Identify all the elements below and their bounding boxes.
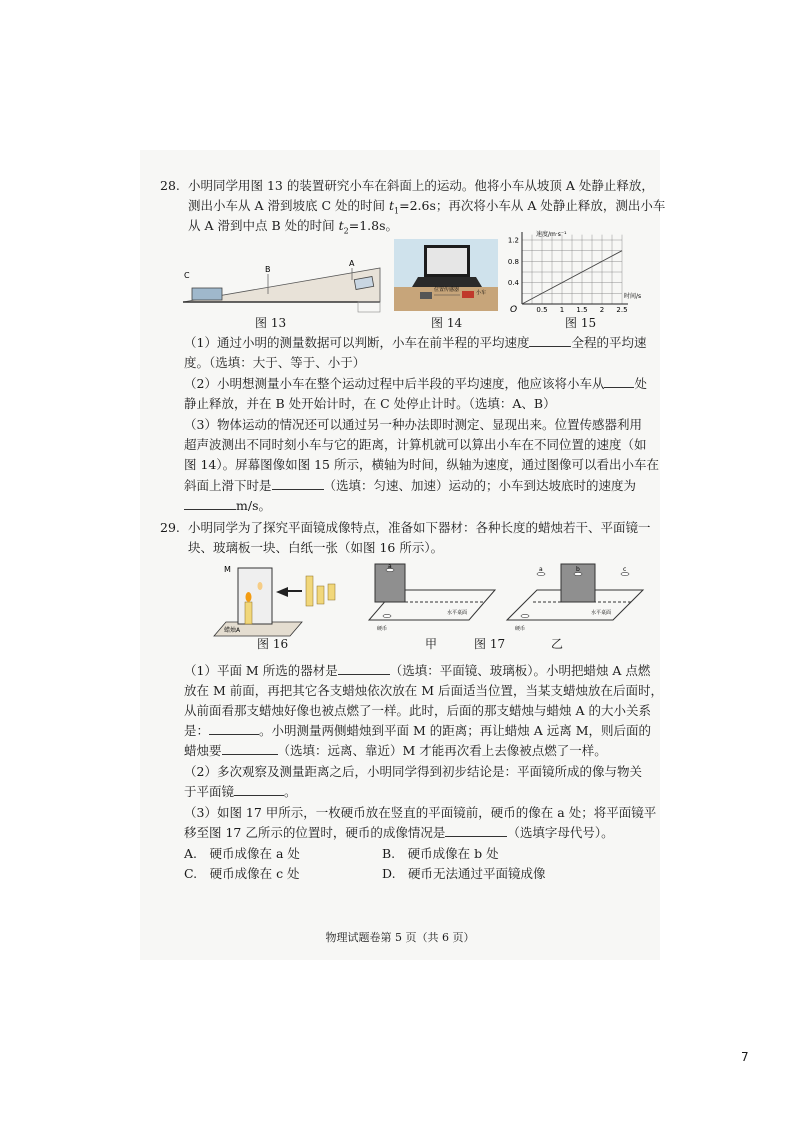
answer-blank[interactable] <box>445 836 507 837</box>
coin-label: 硬币 <box>515 626 526 632</box>
question-number: 29. <box>160 520 180 535</box>
figure-14-photo <box>394 239 498 311</box>
x-axis-label: 时间/s <box>624 293 642 300</box>
coin <box>383 614 391 617</box>
car-label: 小车 <box>476 290 487 296</box>
laptop-display <box>427 248 467 274</box>
sensor-label: 位置传感器 <box>434 287 460 293</box>
q29-part1-line4: 是： 。小明测量两侧蜡烛到平面 M 的距离；再让蜡烛 A 远离 M，则后面的 <box>184 723 652 738</box>
spare-candle-2 <box>317 586 324 604</box>
q28-part2: （2）小明想测量小车在整个运动过程中后半段的平均速度，他应该将小车从 处 <box>184 376 647 391</box>
q29-part1-line3: 从前面看那支蜡烛好像也被点燃了一样。此时，后面的那支蜡烛与蜡烛 A 的大小关系 <box>184 703 651 718</box>
x-tick-1.5: 1.5 <box>576 306 588 314</box>
q28-part3-line2: 超声波测出不同时刻小车与它的距离，计算机就可以算出小车在不同位置的速度（如 <box>184 437 647 452</box>
figure-16-candles <box>210 562 350 644</box>
q28-part2-cont: 静止释放，并在 B 处开始计时，在 C 处停止计时。（选填：A、B） <box>184 396 556 411</box>
q28-part3-line4: 斜面上滑下时是 （选填：匀速、加速）运动的；小车到达坡底时的速度为 <box>184 478 637 493</box>
fig13-caption: 图 13 <box>255 316 287 330</box>
coin <box>521 614 529 617</box>
answer-blank[interactable] <box>222 754 278 755</box>
q28-stem-line2: 测出小车从 A 滑到坡底 C 处的时间 $t_1=2.6s$；再次将小车从 A 处静止释放，测出小车 <box>188 198 666 216</box>
option-a[interactable]: A. 硬币成像在 a 处 <box>184 846 300 861</box>
x-tick-1: 1 <box>559 306 565 314</box>
fig14-caption: 图 14 <box>431 316 463 330</box>
x-tick-2.5: 2.5 <box>616 306 628 314</box>
q29-part1-line2: 放在 M 前面，再把其它各支蜡烛依次放在 M 后面适当位置，当某支蜡烛放在后面时， <box>184 683 663 698</box>
fig16-caption: 图 16 <box>257 637 289 651</box>
table-label: 水平桌面 <box>447 610 468 616</box>
y-tick-1.2: 1.2 <box>507 236 519 245</box>
answer-blank[interactable] <box>234 795 284 796</box>
label-a: A <box>349 259 355 268</box>
page-footer: 物理试题卷第 5 页（共 6 页） <box>325 931 475 944</box>
label-a: a <box>388 563 392 570</box>
origin-label: O <box>510 305 518 315</box>
answer-blank[interactable] <box>529 346 571 347</box>
support-block <box>358 302 380 312</box>
label-c: c <box>623 566 627 573</box>
position-sensor <box>420 292 432 299</box>
spare-candle-3 <box>328 584 335 600</box>
q29-part1: （1）平面 M 所选的器材是 （选填：平面镜、玻璃板）。小明把蜡烛 A 点燃 <box>184 663 651 678</box>
fig17-jia-label: 甲 <box>425 637 438 651</box>
q28-part3-line3: 图 14）。屏幕图像如图 15 所示，横轴为时间，纵轴为速度，通过图像可以看出小车在 <box>184 457 659 472</box>
figure-15-graph <box>502 228 662 316</box>
fig15-caption: 图 15 <box>565 316 597 330</box>
figure-17-jia <box>365 560 500 638</box>
q29-stem-line1: 小明同学为了探究平面镜成像特点，准备如下器材：各种长度的蜡烛若干、平面镜一 <box>188 520 651 535</box>
flame-image <box>258 582 263 590</box>
label-a: a <box>539 566 543 573</box>
table-label: 水平桌面 <box>591 610 612 616</box>
answer-blank[interactable] <box>604 387 634 388</box>
laptop-keyboard <box>412 277 482 287</box>
arrow-icon <box>276 587 288 597</box>
question-29 <box>160 518 650 562</box>
q29-part2-line2: 于平面镜 。 <box>184 784 297 799</box>
coin-label: 硬币 <box>377 626 388 632</box>
candle-a-label: 蜡烛A <box>224 627 241 634</box>
q28-part1-cont: 度。（选填：大于、等于、小于） <box>184 355 366 370</box>
q28-stem-line3: 从 A 滑到中点 B 处的时间 $t_2=1.8s$。 <box>188 218 398 236</box>
figure-17-yi <box>503 560 648 638</box>
option-d[interactable]: D. 硬币无法通过平面镜成像 <box>382 866 546 881</box>
answer-blank[interactable] <box>209 734 259 735</box>
label-m: M <box>224 565 231 574</box>
fig17-yi-label: 乙 <box>551 637 564 651</box>
q28-part3: （3）物体运动的情况还可以通过另一种办法即时测定、显现出来。位置传感器利用 <box>184 417 642 432</box>
label-b: b <box>576 566 580 573</box>
plate-m <box>238 568 272 624</box>
q29-stem-line2: 块、玻璃板一块、白纸一张（如图 16 所示）。 <box>188 540 444 555</box>
candle-flame <box>246 592 252 602</box>
q29-part2: （2）多次观察及测量距离之后，小明同学得到初步结论是：平面镜所成的像与物关 <box>184 764 642 779</box>
figure-13-incline <box>180 258 385 320</box>
q29-part1-line5: 蜡烛要 （选填：远离、靠近）M 才能再次看上去像被点燃了一样。 <box>184 743 607 758</box>
option-c[interactable]: C. 硬币成像在 c 处 <box>184 866 300 881</box>
x-tick-0.5: 0.5 <box>536 306 548 314</box>
option-b[interactable]: B. 硬币成像在 b 处 <box>382 846 499 861</box>
y-axis-label: 速度/m·s⁻¹ <box>536 231 567 238</box>
question-28-parts <box>160 333 659 513</box>
candle-a <box>245 602 252 624</box>
y-tick-0.4: 0.4 <box>507 279 519 288</box>
page-number: 7 <box>741 1050 749 1064</box>
x-tick-2: 2 <box>599 306 605 314</box>
question-29-parts <box>160 661 663 881</box>
answer-blank[interactable] <box>338 674 390 675</box>
arrow-shaft <box>288 590 302 592</box>
answer-blank[interactable] <box>272 489 324 490</box>
label-c: C <box>184 271 190 280</box>
q29-part3-line2: 移至图 17 乙所示的位置时，硬币的成像情况是 （选填字母代号）。 <box>184 825 614 840</box>
q29-part3: （3）如图 17 甲所示，一枚硬币放在竖直的平面镜前，硬币的像在 a 处；将平面镜平 <box>184 805 657 820</box>
y-tick-0.8: 0.8 <box>507 257 519 266</box>
q28-part3-line5: m/s。 <box>184 496 271 516</box>
label-b: B <box>265 265 271 274</box>
graph-grid <box>522 235 622 304</box>
fig17-caption: 图 17 <box>474 637 506 651</box>
toy-car <box>462 291 474 298</box>
answer-blank[interactable] <box>184 509 236 510</box>
question-number: 28. <box>160 178 180 193</box>
stop-block <box>192 288 222 300</box>
q28-part1: （1）通过小明的测量数据可以判断，小车在前半程的平均速度 全程的平均速 <box>184 335 647 350</box>
spare-candle-1 <box>306 576 313 606</box>
q28-stem-line1: 小明同学用图 13 的装置研究小车在斜面上的运动。他将小车从坡顶 A 处静止释放， <box>188 178 654 193</box>
